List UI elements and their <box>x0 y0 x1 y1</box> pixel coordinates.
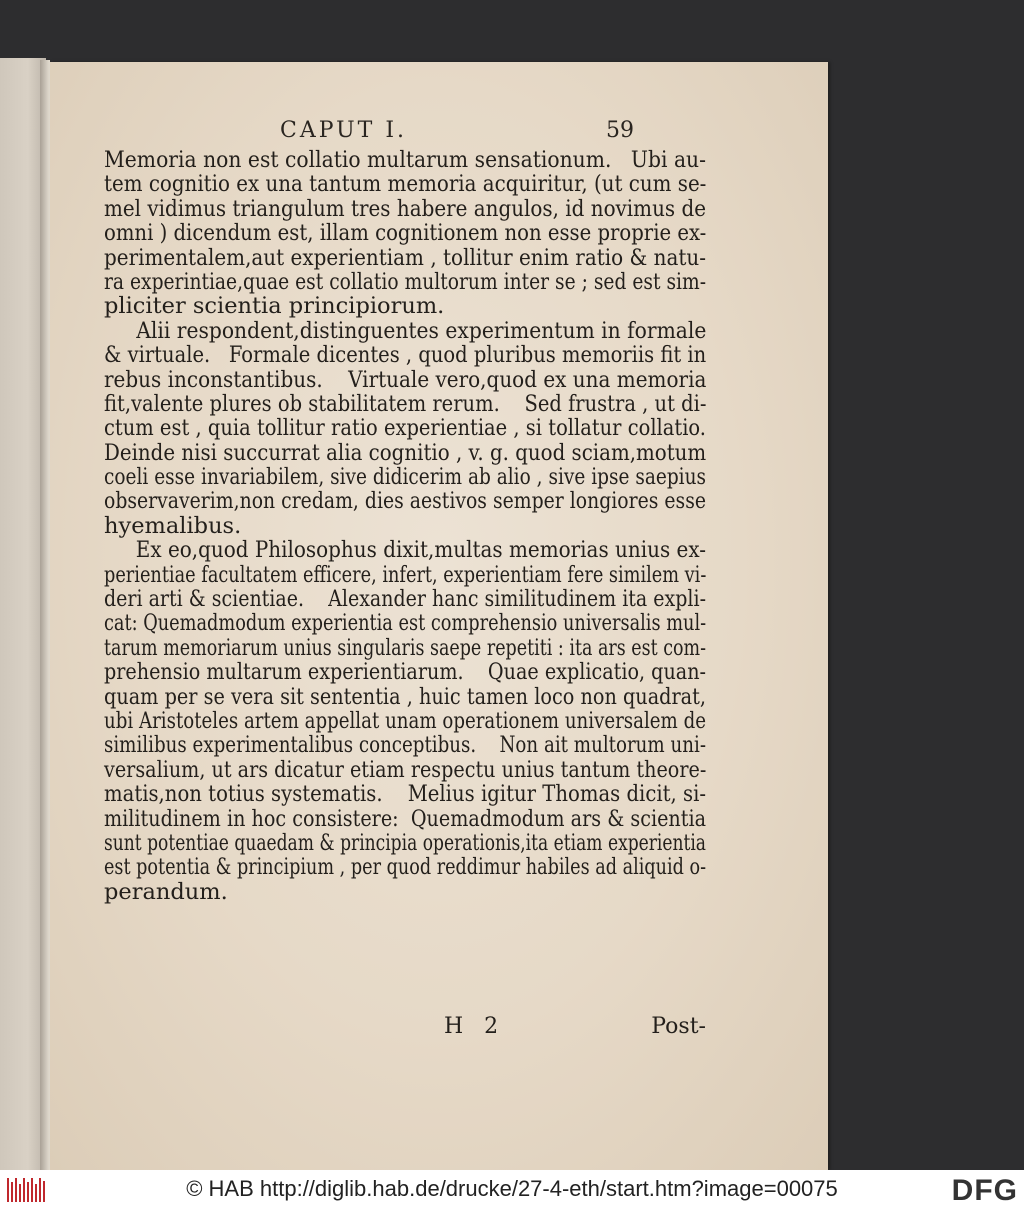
running-title: CAPUT I. <box>280 118 408 143</box>
text-line: versalium, ut ars dicatur etiam respectu unius tantum theore- <box>104 756 707 783</box>
text-line: mel vidimus triangulum tres habere angulos, id novimus de <box>104 195 706 222</box>
text-line: sunt potentiae quaedam & principia operationis,ita etiam experientia <box>104 829 706 856</box>
text-line: Memoria non est collatio multarum sensationum. Ubi au- <box>104 147 706 173</box>
text-line: & virtuale. Formale dicentes , quod pluribus memoriis fit in <box>104 342 707 369</box>
text-line: prehensio multarum experientiarum. Quae explicatio, quan- <box>104 659 707 686</box>
text-line: Ex eo,quod Philosophus dixit,multas memorias unius ex- <box>104 537 706 564</box>
text-line: cat: Quemadmodum experientia est comprehensio universalis mul- <box>104 610 707 637</box>
text-line: est potentia & principium , per quod reddimur habiles ad aliquid o- <box>104 854 707 881</box>
text-line: perandum. <box>104 878 228 905</box>
text-line: Alii respondent,distinguentes experimentum in formale <box>104 317 707 344</box>
page-number: 59 <box>606 118 634 143</box>
dfg-logo: DFG <box>951 1174 1018 1207</box>
text-line: ubi Aristoteles artem appellat unam operationem universalem de <box>104 707 706 734</box>
page-footer <box>104 1014 706 1044</box>
text-line: coeli esse invariabilem, sive didicerim ab alio , sive ipse saepius <box>104 464 706 491</box>
text-line: tarum memoriarum unius singularis saepe repetiti : ita ars est com- <box>104 634 706 661</box>
text-line: quam per se vera sit sententia , huic tamen loco non quadrat, <box>104 683 706 710</box>
running-head <box>0 118 778 148</box>
text-line: similibus experimentalibus conceptibus. Non ait multorum uni- <box>104 732 706 759</box>
text-line: matis,non totius systematis. Melius igitur Thomas dicit, si- <box>104 781 706 808</box>
text-line: hyemalibus. <box>104 512 242 539</box>
text-line: tem cognitio ex una tantum memoria acquiritur, (ut cum se- <box>104 171 707 198</box>
text-line: ra experintiae,quae est collatio multorum inter se ; sed est sim- <box>104 268 706 295</box>
text-line: deri arti & scientiae. Alexander hanc similitudinem ita expli- <box>104 586 706 613</box>
text-line: omni ) dicendum est, illam cognitionem non esse proprie ex- <box>104 220 707 247</box>
text-line: perimentalem,aut experientiam , tollitur enim ratio & natu- <box>104 244 706 271</box>
viewer-footer-bar <box>0 1170 1024 1209</box>
body-text <box>104 148 706 904</box>
text-line: ctum est , quia tollitur ratio experientiae , si tollatur collatio. <box>104 415 706 442</box>
page-fold-shadow <box>40 60 50 1170</box>
text-line: fit,valente plures ob stabilitatem rerum. Sed frustra , ut di- <box>104 390 707 417</box>
text-line: militudinem in hoc consistere: Quemadmodum ars & scientia <box>104 805 706 832</box>
copyright-link[interactable]: © HAB http://diglib.hab.de/drucke/27-4-eth/start.htm?image=00075 <box>186 1176 838 1201</box>
text-line: rebus inconstantibus. Virtuale vero,quod ex una memoria <box>104 366 707 393</box>
text-line: perientiae facultatem efficere, infert, experientiam fere similem vi- <box>104 561 707 588</box>
text-line: Deinde nisi succurrat alia cognitio , v. g. quod sciam,motum <box>104 439 707 466</box>
catchword: Post- <box>651 1014 706 1039</box>
text-line: observaverim,non credam, dies aestivos semper longiores esse <box>104 488 706 515</box>
text-line: pliciter scientia principiorum. <box>104 293 445 320</box>
signature-mark: H 2 <box>444 1014 499 1039</box>
